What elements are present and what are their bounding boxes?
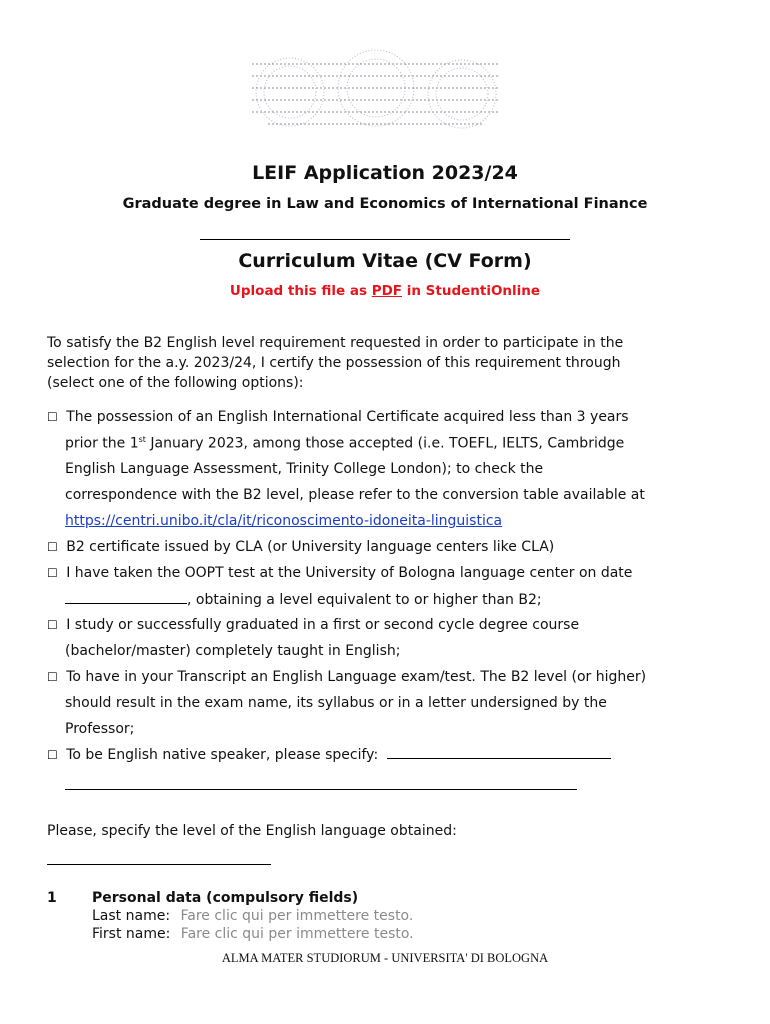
pdf-label: PDF [371, 283, 403, 299]
title-divider [200, 239, 570, 240]
cv-form-title: Curriculum Vitae (CV Form) [238, 250, 532, 272]
checkbox-icon[interactable]: ☐ [47, 540, 58, 554]
option-cla-certificate: ☐ B2 certificate issued by CLA (or University language centers like CLA) [47, 539, 555, 555]
last-name-input[interactable]: Fare clic qui per immettere testo. [180, 908, 414, 924]
page-footer: ALMA MATER STUDIORUM - UNIVERSITA' DI BOLOGNA [221, 951, 549, 965]
option-certificate-line2: prior the 1st January 2023, among those accepted (i.e. TOEFL, IELTS, Cambridge [65, 435, 625, 452]
section-number: 1 [47, 890, 57, 906]
option-transcript-exam: ☐ To have in your Transcript an English Language exam/test. The B2 level (or higher) [47, 669, 647, 685]
conversion-table-link[interactable]: https://centri.unibo.it/cla/it/riconoscimento-idoneita-linguistica [65, 513, 503, 529]
option-english-degree: ☐ I study or successfully graduated in a first or second cycle degree course [47, 617, 580, 633]
checkbox-icon[interactable]: ☐ [47, 410, 58, 424]
checkbox-icon[interactable]: ☐ [47, 566, 58, 580]
option-transcript-line2: should result in the exam name, its syllabus or in a letter undersigned by the [65, 695, 607, 711]
option-oopt-line2: , obtaining a level equivalent to or higher than B2; [65, 591, 542, 608]
english-level-field[interactable] [47, 864, 271, 865]
checkbox-icon[interactable]: ☐ [47, 670, 58, 684]
first-name-input[interactable]: Fare clic qui per immettere testo. [180, 926, 414, 942]
last-name-row [92, 908, 413, 924]
degree-subtitle: Graduate degree in Law and Economics of International Finance [122, 196, 648, 212]
oopt-date-field[interactable] [65, 591, 187, 604]
university-seal-logo [248, 44, 504, 136]
option-certificate: ☐ The possession of an English International Certificate acquired less than 3 years [47, 409, 629, 425]
checkbox-icon[interactable]: ☐ [47, 748, 58, 762]
checkbox-icon[interactable]: ☐ [47, 618, 58, 632]
first-name-row [92, 926, 414, 942]
intro-paragraph: To satisfy the B2 English level requirement requested in order to participate in the selection for the a.y. 2023/24, I certify the possession of this requirement through (select one of the following options): [47, 335, 624, 391]
last-name-label: Last name: [92, 908, 171, 924]
upload-instruction: Upload this file as PDF in StudentiOnline [229, 283, 541, 299]
section-personal-data [47, 890, 359, 908]
english-level-label: Please, specify the level of the English language obtained: [47, 823, 457, 839]
native-speaker-field[interactable] [387, 746, 611, 759]
option-english-degree-line2: (bachelor/master) completely taught in English; [65, 643, 401, 659]
option-oopt-test: ☐ I have taken the OOPT test at the University of Bologna language center on date [47, 565, 633, 581]
option-transcript-line3: Professor; [65, 721, 135, 737]
option-certificate-line4: correspondence with the B2 level, please refer to the conversion table available at [65, 487, 645, 503]
section-title: Personal data (compulsory fields) [92, 890, 359, 906]
first-name-label: First name: [92, 926, 171, 942]
application-title: LEIF Application 2023/24 [252, 162, 518, 184]
option-native-speaker: ☐ To be English native speaker, please specify: [47, 746, 611, 763]
native-speaker-field-line2[interactable] [65, 789, 577, 790]
option-certificate-line3: English Language Assessment, Trinity College London); to check the [65, 461, 544, 477]
